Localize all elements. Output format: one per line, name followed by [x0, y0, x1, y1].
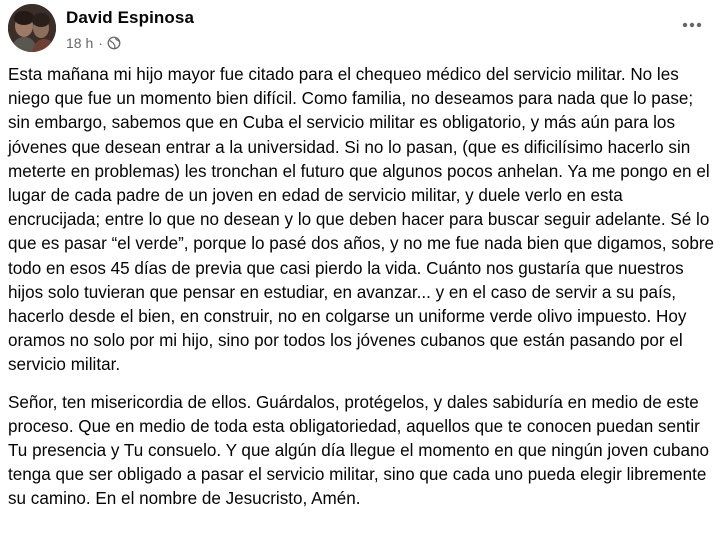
post-timestamp[interactable]: 18 h	[66, 35, 94, 51]
post-subline	[66, 34, 194, 52]
post-body	[8, 63, 716, 512]
avatar[interactable]	[8, 4, 56, 52]
author-name[interactable]: David Espinosa	[66, 8, 194, 27]
post-paragraph: Esta mañana mi hijo mayor fue citado para el chequeo médico del servicio militar. No les niego que fue un momento bien difícil. Como familia, no deseamos para nada que lo pase; sin embargo, sabemos que en Cuba el servicio militar es obligatorio, y más aún para los jóvenes que desean entrar a la universidad. Si no lo pasan, (que es dificilísimo hacerlo sin meterte en problemas) les tronchan el futuro que algunos pocos anhelan. Ya me pongo en el lugar de cada padre de un joven en edad de servicio militar, y duele verlo en esta encrucijada; entre lo que no desean y lo que deben hacer para buscar seguir adelante. Sé lo que es pasar “el verde”, porque lo pasé dos años, y no me fue nada bien que digamos, sobre todo en esos 45 días de previa que casi pierdo la vida. Cuánto nos gustaría que nuestros hijos solo tuvieran que pensar en estudiar, en avanzar... y en el caso de servir a su país, hacerlo desde el bien, en construir, no en colgarse un uniforme verde olivo impuesto. Hoy oramos no solo por mi hijo, sino por todos los jóvenes cubanos que están pasando por el servicio militar.	[8, 65, 715, 375]
more-options-button[interactable]	[677, 10, 707, 40]
avatar-image	[8, 4, 56, 52]
more-horizontal-icon	[682, 22, 702, 28]
separator-dot: ·	[98, 35, 103, 51]
post-meta	[66, 7, 194, 52]
post-paragraph: Señor, ten misericordia de ellos. Guárdalos, protégelos, y dales sabiduría en medio de este proceso. Que en medio de toda esta obligatoriedad, aquellos que te conocen puedan sentir Tu presencia y Tu consuelo. Y que algún día llegue el momento en que ningún joven cubano tenga que ser obligado a pasar el servicio militar, sino que cada uno pueda elegir libremente su camino. En el nombre de Jesucristo, Amén.	[8, 392, 710, 509]
post-header	[8, 4, 713, 56]
globe-icon[interactable]	[107, 36, 121, 50]
